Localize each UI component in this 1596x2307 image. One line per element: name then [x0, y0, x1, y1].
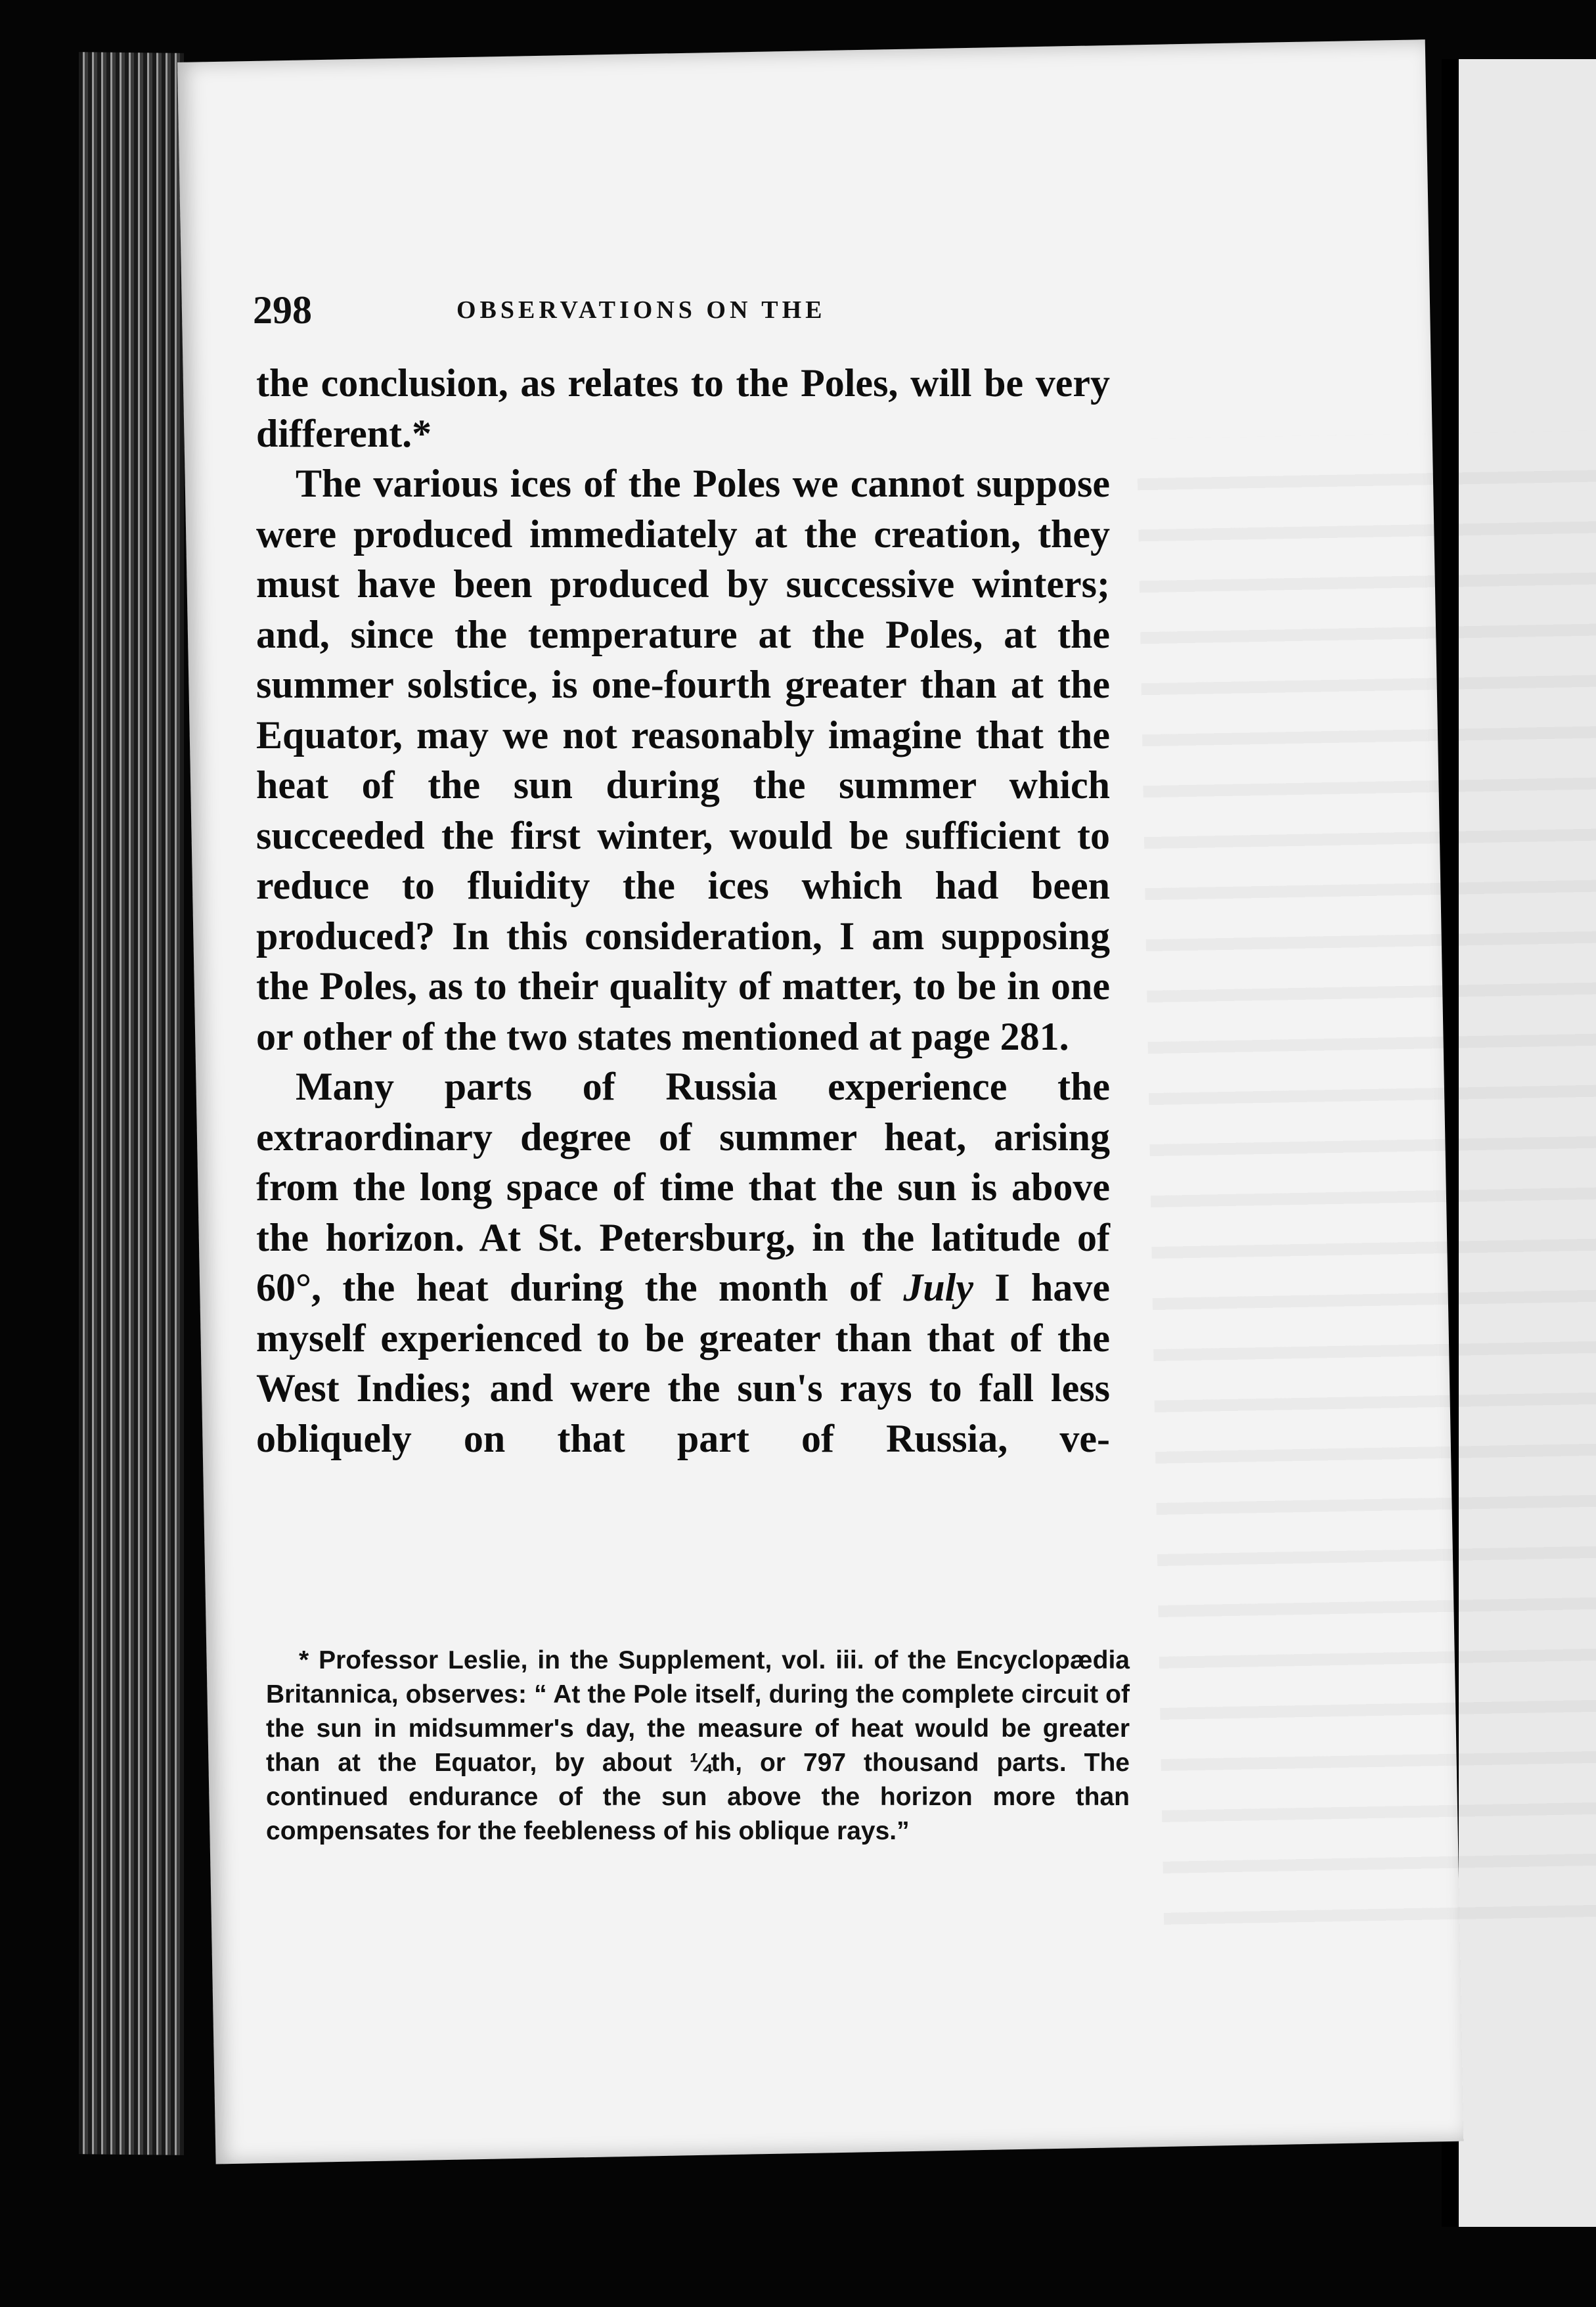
paragraph-3-end: I have myself experienced to be greater than that of the West Indies; and were the sun's rays to fall less obliquely on that part of Russia, ve- — [256, 1266, 1110, 1460]
paragraph-3-italic: July — [903, 1266, 973, 1309]
paragraph-1: the conclusion, as relates to the Poles, will be very different.* — [256, 361, 1110, 455]
page-number: 298 — [253, 288, 312, 332]
footnote-text: * Professor Leslie, in the Supplement, vol. iii. of the Encyclopædia Britannica, observes: “ At the Pole itself, during the complete circuit of the sun in midsummer's day, the measure of heat would be greater than at the Equator, by about ¼th, or 797 thousand parts. The continued endurance of the sun above the horizon more than compensates for the feebleness of his oblique rays.” — [266, 1646, 1130, 1845]
paragraph-3 — [256, 1062, 1110, 1464]
body-text — [256, 358, 1110, 1464]
running-head: OBSERVATIONS ON THE — [456, 296, 826, 324]
show-through-text — [1137, 431, 1596, 1950]
paragraph-3-start: Many parts of Russia experience the extraordinary degree of summer heat, arising from the long space of time that the sun is above the horizon. At St. Petersburg, in the latitude of 60°, the heat during the month of — [256, 1065, 1110, 1309]
page-header — [253, 288, 910, 340]
paragraph-2: The various ices of the Poles we cannot suppose were produced immediately at the creation, they must have been produced by successive winters; and, since the temperature at the Poles, at the summer solstice, is one-fourth greater than at the Equator, may we not reasonably imagine that the heat of the sun during the summer which succeeded the first winter, would be sufficient to reduce to fluidity the ices which had been produced? In this consideration, I am supposing the Poles, as to their quality of matter, to be in one or other of the two states mentioned at page 281. — [256, 462, 1110, 1058]
footnote — [266, 1644, 1130, 1848]
book-page-edges — [79, 52, 184, 2155]
